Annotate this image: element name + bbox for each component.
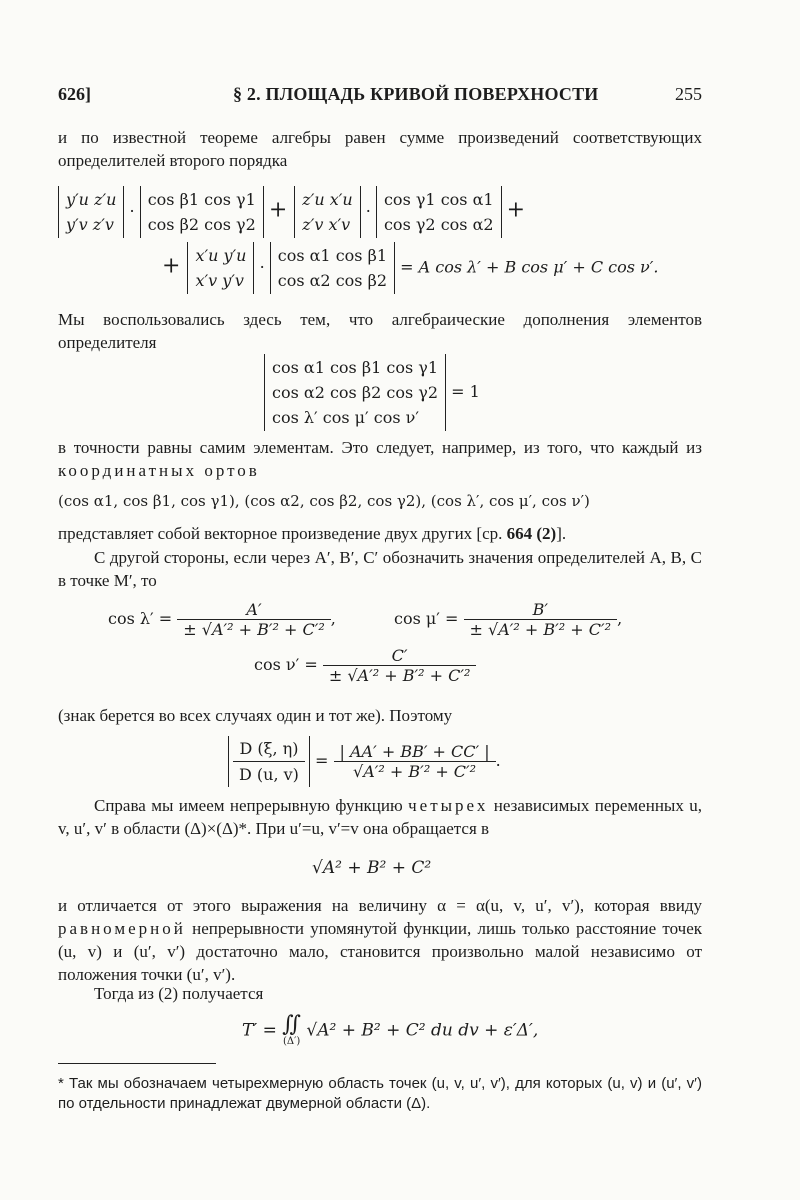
section-number: 626]: [58, 84, 91, 104]
paragraph-8: и отличается от этого выражения на величину α = α(u, v, u′, v′), которая ввиду равномерной непрерывности упомянутой функции, лишь только расстояние точек (u, v) и (u′, v′) достаточно мало, становится произвольно малой независимо от положения точки (u′, v′).: [58, 896, 702, 984]
formula-cos-mu: cos μ′ = $\frac{B'}{\text{± √A′² + B′² + C′²}}$ ,: [394, 600, 623, 639]
matrix-zx: z′u x′u z′v x′v: [294, 186, 360, 238]
paragraph-7: Справа мы имеем непрерывную функцию четырех независимых переменных u, v, u′, v′ в области (Δ)×(Δ)*. При u′=u, v′=v она обращается в: [58, 796, 702, 838]
formula-result: = A cos λ′ + B cos μ′ + C cos ν′.: [400, 257, 659, 277]
formula-cos-nu: cos ν′ = $\frac{C'}{\text{± √A′² + B′² + C′²}}$: [254, 646, 476, 685]
formula-row-2: + x′u y′u x′v y′v · cos α1 cos β1 cos α2 cos β2 = A cos λ′ + B cos μ′ + C cos ν′.: [162, 242, 659, 294]
matrix-cos-beta-gamma: cos β1 cos γ1 cos β2 cos γ2: [140, 186, 264, 238]
paragraph-2: Мы воспользовались здесь тем, что алгебраические дополнения элементов определителя: [58, 310, 702, 352]
matrix-cos-alpha-beta: cos α1 cos β1 cos α2 cos β2: [270, 242, 395, 294]
section-title: § 2. ПЛОЩАДЬ КРИВОЙ ПОВЕРХНОСТИ: [233, 84, 599, 104]
paragraph-9: Тогда из (2) получается: [94, 984, 264, 1003]
determinant-3x3: cos α1 cos β1 cos γ1 cos α2 cos β2 cos γ2 cos λ′ cos μ′ cos ν′ = 1: [264, 354, 480, 431]
formula-cos-lambda: cos λ′ = $\frac{A'}{\text{± √A′² + B′² + C′²}}$ ,: [108, 600, 336, 639]
matrix-cos-gamma-alpha: cos γ1 cos α1 cos γ2 cos α2: [376, 186, 502, 238]
paragraph-6: (знак берется во всех случаях один и тот же). Поэтому: [58, 706, 453, 725]
orts-formula: (cos α1, cos β1, cos γ1), (cos α2, cos β2, cos γ2), (cos λ′, cos μ′, cos ν′): [58, 492, 590, 510]
paragraph-3: в точности равны самим элементам. Это следует, например, из того, что каждый из координатных ортов: [58, 438, 702, 480]
formula-row-1: y′u z′u y′v z′v · cos β1 cos γ1 cos β2 cos γ2 + z′u x′u z′v x′v · cos γ1 cos α1 cos γ2 cos α2 +: [58, 186, 525, 238]
paragraph-1: и по известной теореме алгебры равен сумме произведений соответствующих определителей второго порядка: [58, 128, 702, 170]
formula-integral: T′ = ∬ (Δ′) √A² + B² + C² du dv + ε′Δ′,: [242, 1012, 539, 1047]
footnote-rule: [58, 1063, 216, 1064]
paragraph-4: представляет собой векторное произведение двух других [ср. 664 (2)].: [58, 524, 567, 543]
page-number: 255: [675, 84, 702, 104]
matrix-xy: x′u y′u x′v y′v: [187, 242, 254, 294]
matrix-yz: y′u z′u y′v z′v: [58, 186, 124, 238]
paragraph-5: С другой стороны, если через A′, B′, C′ обозначить значения определителей A, B, C в точке M′, то: [58, 548, 702, 590]
determinant-value: = 1: [451, 382, 480, 401]
formula-sqrt: √A² + B² + C²: [312, 858, 432, 878]
footnote: * Так мы обозначаем четырехмерную область точек (u, v, u′, v′), для которых (u, v) и (u′, v′) по отдельности принадлежат двумерной области (Δ).: [58, 1075, 702, 1112]
running-header: [58, 84, 702, 108]
formula-jacobian: $\frac{D (\xi, \eta)}{D (u, v)}$ = $\frac{| AA' + BB' + CC' |}{\text{√A′² + B′² + C′²}}$ .: [228, 736, 501, 787]
